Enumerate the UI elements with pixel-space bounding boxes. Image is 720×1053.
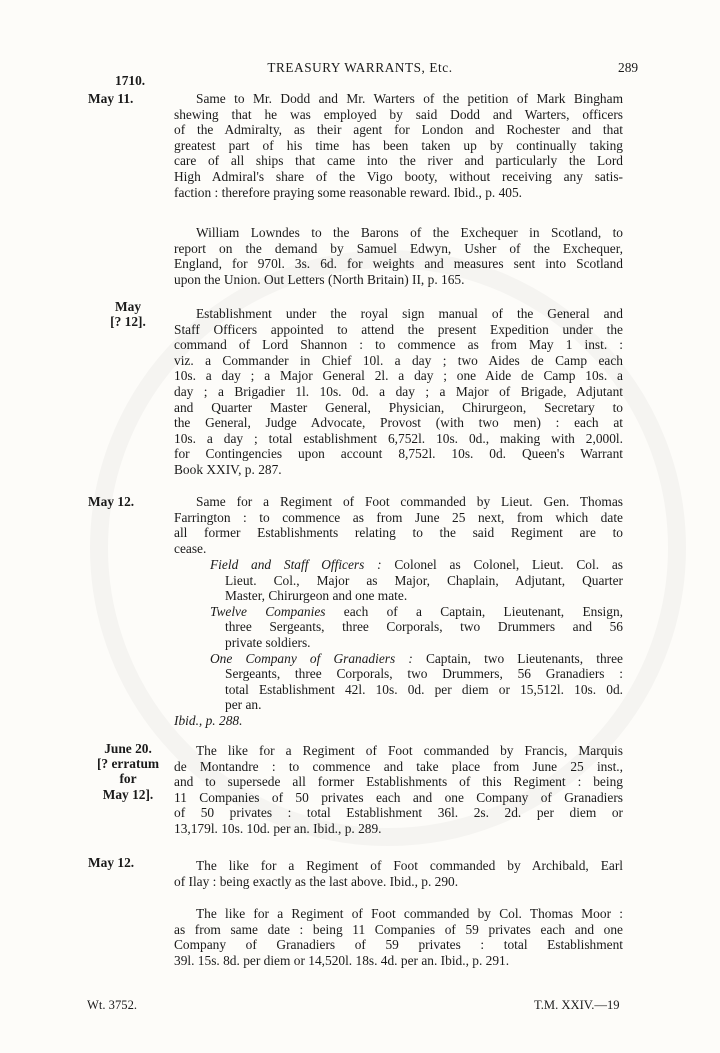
ibid-reference	[174, 713, 242, 729]
margin-date-line: [? 12].	[110, 314, 146, 330]
margin-date-line: [? erratum	[96, 756, 160, 772]
footer-warrant-number: Wt. 3752.	[87, 998, 138, 1012]
entry-paragraph	[174, 91, 623, 200]
establishment-item	[210, 604, 623, 651]
text-line: cease.	[174, 540, 207, 556]
text-line: The like for a Regiment of Foot commanded by Archibald, Earl	[196, 858, 623, 873]
text-line: report on the demand by Samuel Edwyn, Usher of the Exchequer,	[174, 240, 623, 256]
margin-date-line: June 20.	[104, 741, 152, 756]
item-label: Field and Staff Officers :	[210, 557, 382, 572]
entry-paragraph	[174, 906, 623, 968]
text-line: Farrington : to commence as from June 25 next, from which date	[174, 509, 623, 525]
margin-date: May 12.	[88, 494, 135, 509]
text-line: Lieut. Col., Major as Major, Chaplain, Adjutant, Quarter	[225, 572, 623, 588]
entry-paragraph	[174, 743, 623, 837]
page-number: 289	[618, 60, 639, 75]
margin-date: May 12.	[88, 855, 135, 870]
text-line: viz. a Commander in Chief 10l. a day ; two Aides de Camp each	[174, 352, 623, 368]
footer-signature: T.M. XXIV.—19	[534, 998, 620, 1012]
text-line: private soldiers.	[225, 634, 311, 650]
text-line: The like for a Regiment of Foot commanded by Col. Thomas Moor :	[196, 906, 623, 921]
entry-paragraph	[174, 225, 623, 287]
text-line: Captain, two Lieutenants, three	[425, 650, 623, 666]
margin-date	[86, 741, 170, 802]
text-line: Same for a Regiment of Foot commanded by Lieut. Gen. Thomas	[196, 494, 623, 509]
margin-date-line: for	[119, 771, 137, 787]
margin-date-line: May 12].	[102, 786, 154, 802]
text-line: de Montandre : to commence and take place from June 25 inst.,	[174, 758, 623, 774]
text-line: 11 Companies of 50 privates each and one Company of Granadiers	[174, 789, 623, 805]
text-line: William Lowndes to the Barons of the Exchequer in Scotland, to	[196, 225, 623, 240]
text-line: of Ilay : being exactly as the last above. Ibid., p. 290.	[174, 873, 459, 889]
establishment-items	[174, 557, 623, 713]
text-line: 39l. 15s. 8d. per diem or 14,520l. 18s. 4d. per an. Ibid., p. 291.	[174, 952, 510, 968]
text-line: Colonel as Colonel, Lieut. Col. as	[394, 557, 623, 572]
text-line: of the Admiralty, as their agent for London and Rochester and that	[174, 122, 623, 138]
entry-paragraph	[174, 858, 623, 889]
text-line: Book XXIV, p. 287.	[174, 461, 282, 477]
text-line: as from same date : being 11 Companies of 59 privates each and one	[174, 921, 623, 937]
text-line: High Admiral's share of the Vigo booty, without receiving any satis-	[174, 168, 623, 184]
margin-date	[86, 299, 170, 329]
text-line: faction : therefore praying some reasonable reward. Ibid., p. 405.	[174, 184, 523, 200]
text-line: 13,179l. 10s. 10d. per an. Ibid., p. 289.	[174, 820, 382, 836]
item-label: One Company of Granadiers :	[210, 650, 413, 666]
text-line: 10s. a day ; total establishment 6,752l. 10s. 0d., making with 2,000l.	[174, 430, 623, 446]
text-line: Establishment under the royal sign manual of the General and	[196, 306, 623, 321]
text-line: day ; a Brigadier 1l. 10s. 0d. a day ; a Major of Brigade, Adjutant	[174, 383, 623, 399]
text-line: Same to Mr. Dodd and Mr. Warters of the petition of Mark Bingham	[196, 91, 623, 106]
text-line: upon the Union. Out Letters (North Britain) II, p. 165.	[174, 271, 465, 287]
margin-year: 1710.	[115, 73, 146, 88]
text-line: command of Lord Shannon : to commence as from May 1 inst. :	[174, 337, 623, 353]
text-line: shewing that he was employed by said Dodd and Warters, officers	[174, 106, 623, 122]
establishment-item	[210, 651, 623, 713]
text-line: total Establishment 42l. 10s. 0d. per diem or 15,512l. 10s. 0d.	[225, 681, 623, 697]
text-line: Company of Granadiers of 59 privates : total Establishment	[174, 937, 623, 953]
margin-date-line: May	[114, 299, 142, 314]
running-header-title: TREASURY WARRANTS, Etc.	[267, 60, 453, 75]
text-line: and Quarter Master General, Physician, Chirurgeon, Secretary to	[174, 399, 623, 415]
establishment-item	[210, 557, 623, 604]
entry-paragraph	[174, 494, 623, 556]
text-line: each of a Captain, Lieutenant, Ensign,	[343, 603, 623, 619]
text-line: Staff Officers appointed to attend the present Expedition under the	[174, 321, 623, 337]
text-line: greatest part of his time has been taken up by continually taking	[174, 137, 623, 153]
text-line: three Sergeants, three Corporals, two Drummers and 56	[225, 619, 623, 635]
text-line: Master, Chirurgeon and one mate.	[225, 588, 408, 604]
text-line: the General, Judge Advocate, Provost (with two men) : each at	[174, 415, 623, 431]
text-line: Sergeants, three Corporals, two Drummers, 56 Granadiers :	[225, 666, 623, 682]
text-line: of 50 privates : total Establishment 36l. 2s. 2d. per diem or	[174, 805, 623, 821]
ibid-text: Ibid., p. 288.	[174, 713, 243, 728]
text-line: per an.	[225, 697, 262, 713]
text-line: care of all ships that came into the river and particularly the Lord	[174, 153, 623, 169]
text-line: for Contingencies upon account 8,752l. 10s. 0d. Queen's Warrant	[174, 446, 623, 462]
margin-date: May 11.	[88, 91, 134, 106]
text-line: and to supersede all former Establishments of this Regiment : being	[174, 774, 623, 790]
text-line: England, for 970l. 3s. 6d. for weights and measures sent into Scotland	[174, 256, 623, 272]
entry-paragraph	[174, 306, 623, 478]
text-line: The like for a Regiment of Foot commanded by Francis, Marquis	[196, 743, 623, 758]
text-line: all former Establishments relating to the said Regiment are to	[174, 525, 623, 541]
text-line: 10s. a day ; a Major General 2l. a day ; one Aide de Camp 10s. a	[174, 368, 623, 384]
item-label: Twelve Companies	[210, 603, 326, 619]
